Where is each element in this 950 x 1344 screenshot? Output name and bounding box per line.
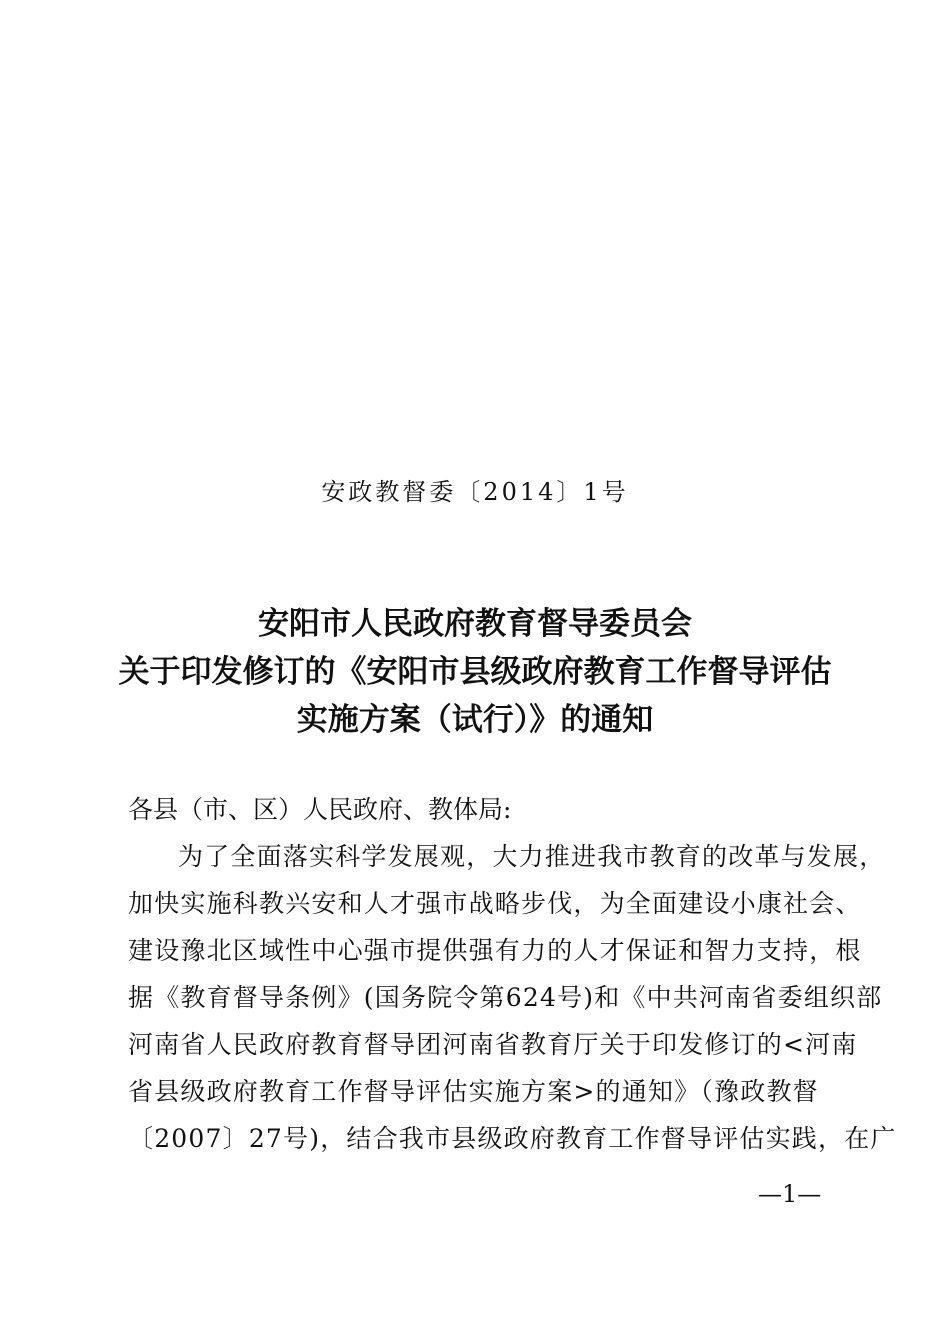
paragraph-line-3: 建设豫北区域性中心强市提供强有力的人才保证和智力支持，根 — [128, 936, 862, 965]
title-line-1: 安阳市人民政府教育督导委员会 — [258, 606, 692, 642]
paragraph-line-5: 河南省人民政府教育督导团河南省教育厅关于印发修订的<河南 — [128, 1030, 858, 1059]
paragraph-line-7: 〔2007〕27号)，结合我市县级政府教育工作督导评估实践，在广 — [128, 1124, 897, 1153]
title-line-3: 实施方案（试行）》的通知 — [296, 702, 654, 738]
title-line-2: 关于印发修订的《安阳市县级政府教育工作督导评估 — [118, 654, 832, 690]
paragraph-line-6: 省县级政府教育工作督导评估实施方案>的通知》（豫政教督 — [128, 1077, 819, 1106]
document-body — [128, 786, 897, 1162]
page-number: —1— — [758, 1180, 822, 1208]
document-title — [0, 600, 950, 744]
salutation: 各县（市、区）人民政府、教体局: — [128, 795, 512, 824]
paragraph-line-4: 据《教育督导条例》(国务院令第624号)和《中共河南省委组织部 — [128, 983, 883, 1012]
document-number: 安政教督委〔2014〕1号 — [321, 478, 629, 506]
paragraph-line-1: 为了全面落实科学发展观，大力推进我市教育的改革与发展， — [178, 842, 886, 871]
paragraph-line-2: 加快实施科教兴安和人才强市战略步伐，为全面建设小康社会、 — [128, 889, 862, 918]
